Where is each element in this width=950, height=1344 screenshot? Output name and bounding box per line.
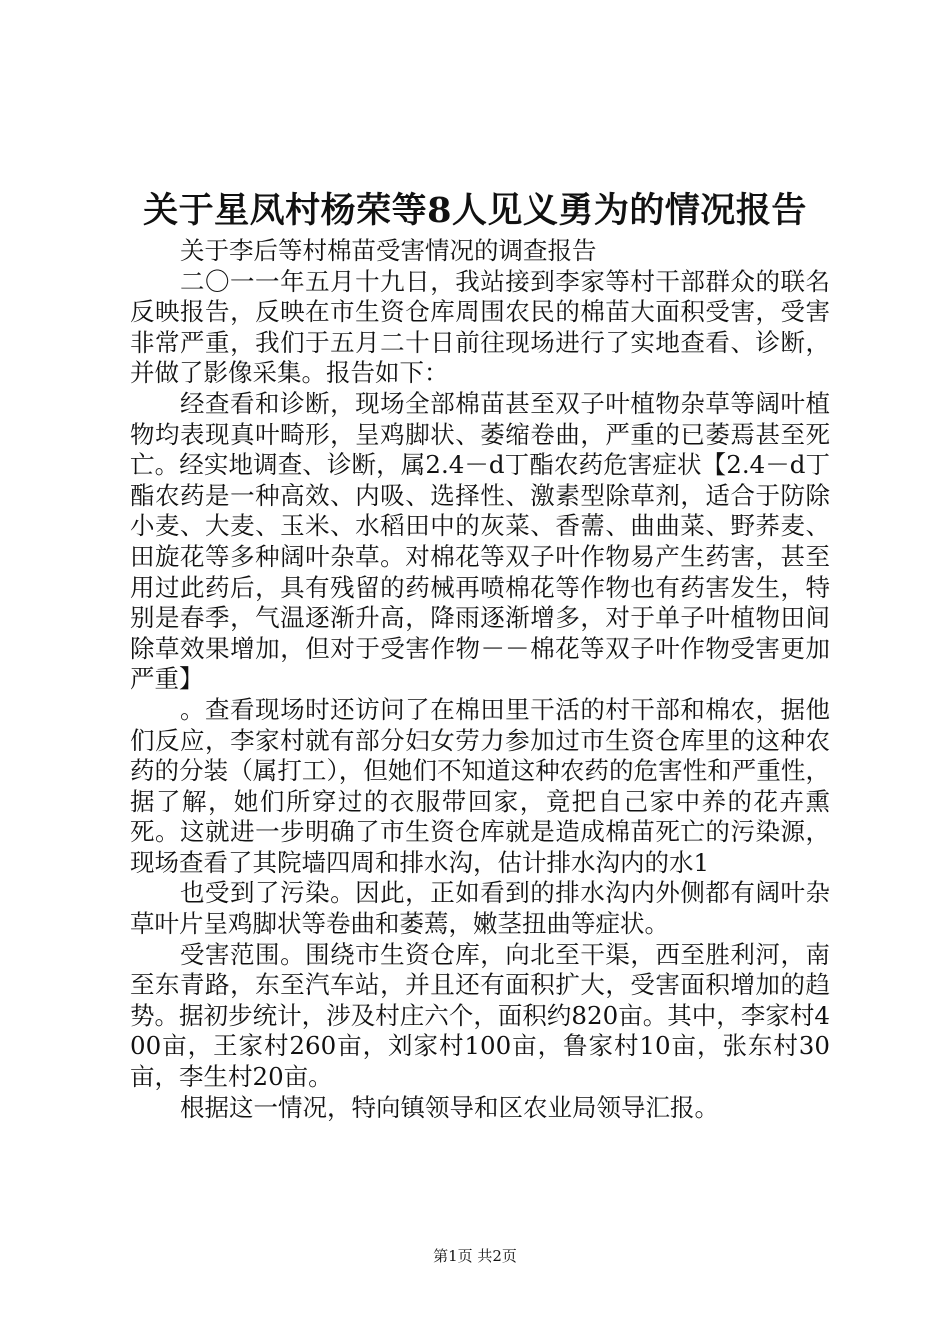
- investigation-paragraph: 。查看现场时还访问了在棉田里干活的村干部和棉农，据他们反应，李家村就有部分妇女劳力参加过市生资仓库里的这种农药的分装（属打工），但她们不知道这种农药的危害性和严重性，据了解，她们所穿过的衣服带回家，竟把自己家中养的花卉熏死。这就进一步明确了市生资仓库就是造成棉苗死亡的污染源，现场查看了其院墙四周和排水沟，估计排水沟内的水1: [130, 694, 830, 877]
- closing-paragraph: 根据这一情况，特向镇领导和区农业局领导汇报。: [180, 1092, 719, 1122]
- intro-paragraph: 二〇一一年五月十九日，我站接到李家等村干部群众的联名反映报告，反映在市生资仓库周围农民的棉苗大面积受害，受害非常严重，我们于五月二十日前往现场进行了实地查看、诊断，并做了影像采集。报告如下：: [130, 266, 830, 388]
- diagnosis-paragraph: 经查看和诊断，现场全部棉苗甚至双子叶植物杂草等阔叶植物均表现真叶畸形，呈鸡脚状、萎缩卷曲，严重的已萎焉甚至死亡。经实地调查、诊断，属2.4－d丁酯农药危害症状【2.4－d丁酯农药是一种高效、内吸、选择性、激素型除草剂，适合于防除小麦、大麦、玉米、水稻田中的灰菜、香薷、曲曲菜、野荞麦、田旋花等多种阔叶杂草。对棉花等双子叶作物易产生药害，甚至用过此药后，具有残留的药械再喷棉花等作物也有药害发生，特别是春季，气温逐渐升高，降雨逐渐增多，对于单子叶植物田间除草效果增加，但对于受害作物－－棉花等双子叶作物受害更加严重】: [130, 388, 830, 694]
- page-number-footer: 第1页 共2页: [433, 1247, 517, 1265]
- document-body: [130, 236, 830, 1123]
- damage-scope-paragraph: 受害范围。围绕市生资仓库，向北至干渠，西至胜利河，南至东青路，东至汽车站，并且还有面积扩大，受害面积增加的趋势。据初步统计，涉及村庄六个，面积约820亩。其中，李家村400亩，王家村260亩，刘家村100亩，鲁家村10亩，张东村30亩，李生村20亩。: [130, 939, 830, 1092]
- subtitle-paragraph: 关于李后等村棉苗受害情况的调查报告: [180, 236, 597, 265]
- pollution-paragraph: 也受到了污染。因此，正如看到的排水沟内外侧都有阔叶杂草叶片呈鸡脚状等卷曲和萎蔫，嫩茎扭曲等症状。: [130, 878, 830, 939]
- document-title: 关于星凤村杨荣等8人见义勇为的情况报告: [143, 190, 807, 231]
